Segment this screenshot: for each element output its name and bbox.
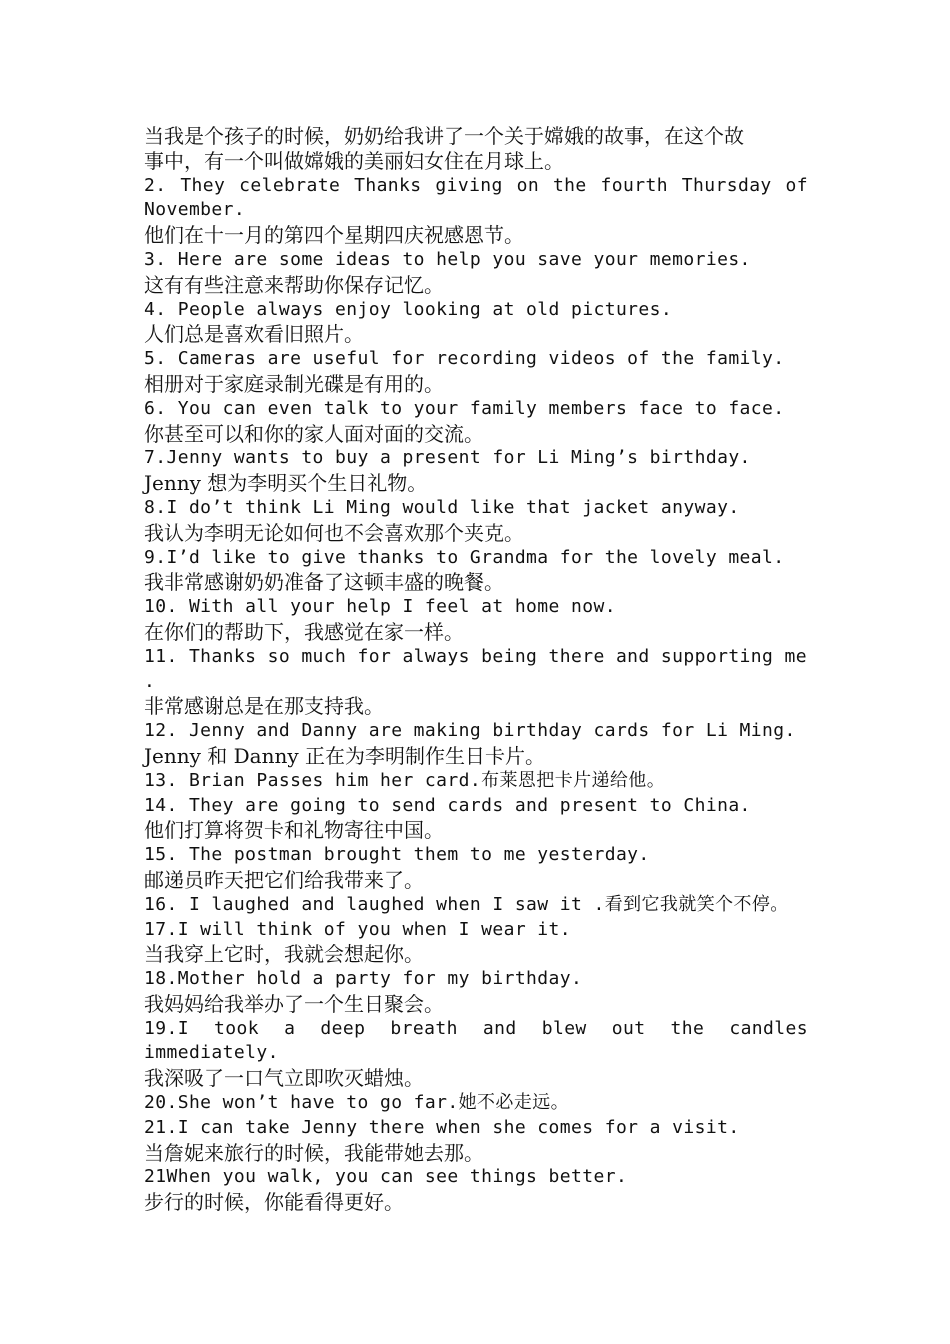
sentence-line: 14. They are going to send cards and present to China. — [144, 794, 751, 816]
sentence-line: 4. People always enjoy looking at old pictures. — [144, 298, 673, 320]
translation-line: 在你们的帮助下，我感觉在家一样。 — [144, 619, 464, 644]
sentence-line: 3. Here are some ideas to help you save your memories. — [144, 248, 751, 270]
sentence-line: 20.She won’t have to go far.她不必走远。 — [144, 1092, 570, 1114]
sentence-line: November. — [144, 199, 246, 221]
translation-line: 我非常感谢奶奶准备了这顿丰盛的晚餐。 — [144, 570, 504, 595]
sentence-line: 17.I will think of you when I wear it. — [144, 918, 572, 940]
translation-line: Jenny 想为李明买个生日礼物。 — [144, 471, 428, 496]
sentence-line: 2. They celebrate Thanks giving on the fourth Thursday of — [144, 174, 808, 196]
sentence-line: 6. You can even talk to your family members face to face. — [144, 397, 785, 419]
translation-line: Jenny 和 Danny 正在为李明制作生日卡片。 — [144, 743, 546, 768]
translation-line: 我深吸了一口气立即吹灭蜡烛。 — [144, 1066, 424, 1091]
sentence-line: 7.Jenny wants to buy a present for Li Ming’s birthday. — [144, 447, 751, 469]
translation-line: 我认为李明无论如何也不会喜欢那个夹克。 — [144, 520, 524, 545]
translation-line: 非常感谢总是在那支持我。 — [144, 694, 384, 719]
translation-line: 当我穿上它时，我就会想起你。 — [144, 942, 424, 967]
translation-line: 步行的时候，你能看得更好。 — [144, 1190, 404, 1215]
translation-line: 你甚至可以和你的家人面对面的交流。 — [144, 421, 484, 446]
translation-line: 这有有些注意来帮助你保存记忆。 — [144, 272, 444, 297]
sentence-line: 9.I’d like to give thanks to Grandma for the lovely meal. — [144, 546, 785, 568]
translation-line: 他们在十一月的第四个星期四庆祝感恩节。 — [144, 223, 524, 248]
document-body — [144, 124, 808, 1215]
sentence-line: 13. Brian Passes him her card.布莱恩把卡片递给他。 — [144, 769, 666, 791]
translation-line: 我妈妈给我举办了一个生日聚会。 — [144, 991, 444, 1016]
sentence-line: . — [144, 670, 156, 692]
translation-line: 事中，有一个叫做嫦娥的美丽妇女住在月球上。 — [144, 148, 564, 173]
sentence-line: 21.I can take Jenny there when she comes for a visit. — [144, 1116, 740, 1138]
translation-line: 当詹妮来旅行的时候，我能带她去那。 — [144, 1140, 484, 1165]
translation-line: 人们总是喜欢看旧照片。 — [144, 322, 364, 347]
translation-line: 当我是个孩子的时候，奶奶给我讲了一个关于嫦娥的故事，在这个故 — [144, 124, 744, 148]
translation-line: 他们打算将贺卡和礼物寄往中国。 — [144, 818, 444, 843]
sentence-line: 18.Mother hold a party for my birthday. — [144, 968, 583, 990]
sentence-line: 16. I laughed and laughed when I saw it .看到它我就笑个不停。 — [144, 893, 789, 915]
sentence-line: 21When you walk, you can see things better. — [144, 1166, 628, 1188]
sentence-line: 15. The postman brought them to me yesterday. — [144, 844, 650, 866]
translation-line: 邮递员昨天把它们给我带来了。 — [144, 867, 424, 892]
sentence-line: 12. Jenny and Danny are making birthday cards for Li Ming. — [144, 720, 796, 742]
translation-line: 相册对于家庭录制光碟是有用的。 — [144, 371, 444, 396]
sentence-line: 10. With all your help I feel at home now. — [144, 596, 616, 618]
sentence-line: 11. Thanks so much for always being there and supporting me — [144, 645, 807, 667]
sentence-line: 5. Cameras are useful for recording videos of the family. — [144, 348, 785, 370]
sentence-line: immediately. — [144, 1042, 279, 1064]
sentence-line: 8.I do’t think Li Ming would like that jacket anyway. — [144, 496, 740, 518]
sentence-line: 19.I took a deep breath and blew out the candles — [144, 1017, 808, 1039]
